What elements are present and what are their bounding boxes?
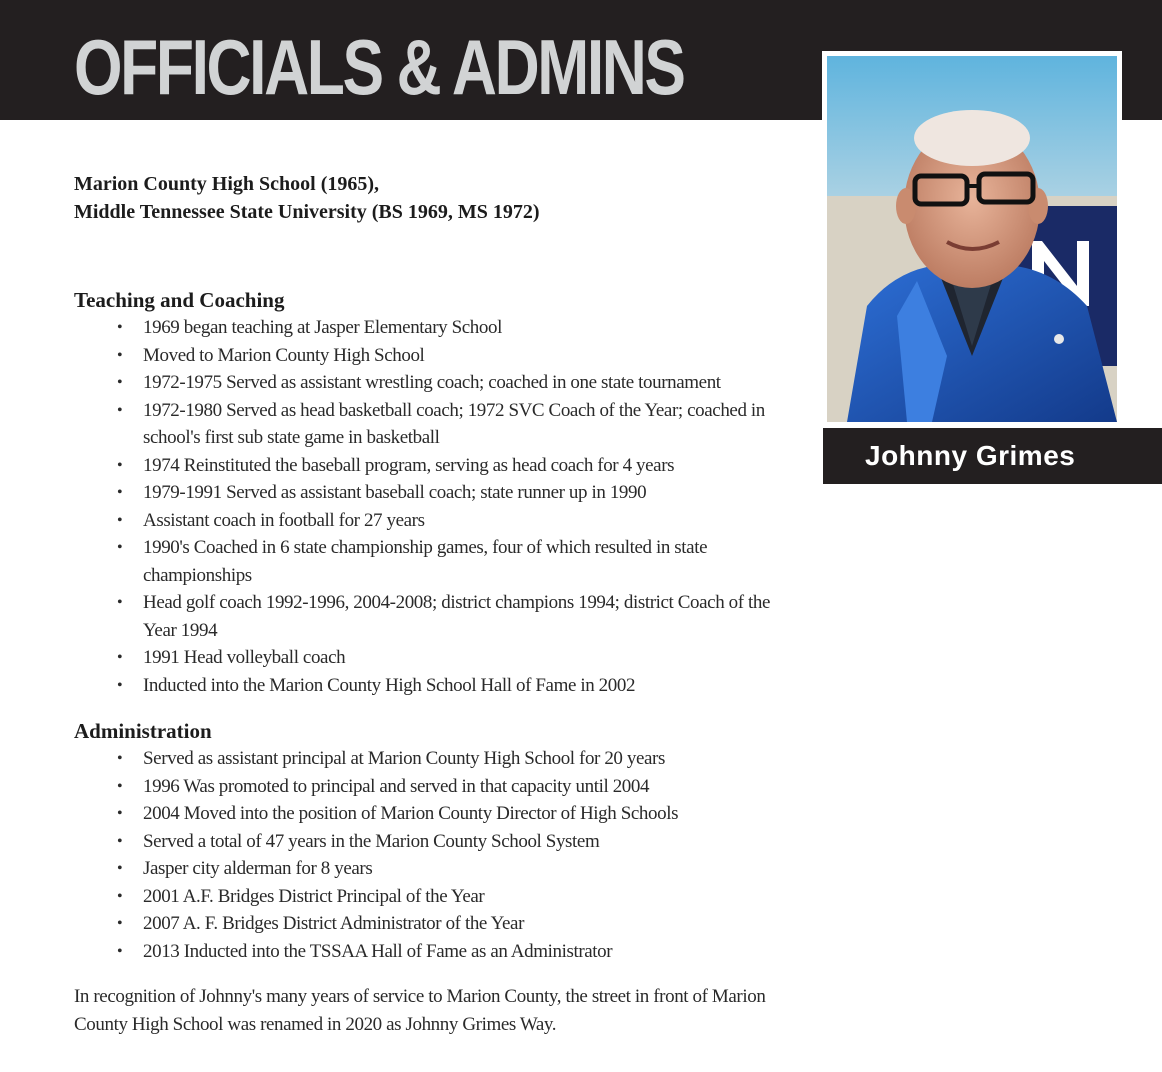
list-item — [117, 883, 807, 911]
bullet-icon: • — [117, 942, 123, 960]
list-item — [117, 800, 807, 828]
bullet-icon: • — [117, 484, 123, 501]
list-item-text: 1996 Was promoted to principal and served in that capacity until 2004 — [143, 775, 650, 797]
list-item-text: 1969 began teaching at Jasper Elementary School — [143, 317, 502, 338]
list-item — [117, 534, 807, 589]
teaching-list — [117, 314, 807, 699]
list-item — [117, 369, 807, 397]
bullet-icon: • — [117, 750, 123, 767]
bullet-icon: • — [117, 346, 123, 364]
list-item — [117, 745, 807, 773]
list-item-text: 2001 A.F. Bridges District Principal of the Year — [143, 885, 485, 907]
list-item-text: 1972-1975 Served as assistant wrestling coach; coached in one state tournament — [143, 372, 721, 393]
list-item — [117, 855, 807, 883]
list-item — [117, 314, 807, 342]
bullet-icon: • — [117, 594, 123, 611]
list-item-text: Assistant coach in football for 27 years — [143, 509, 425, 531]
bullet-icon: • — [117, 374, 123, 391]
education — [74, 170, 540, 226]
name-bar — [823, 428, 1162, 484]
bullet-icon: • — [117, 511, 123, 529]
page-title: OFFICIALS & ADMINS — [74, 23, 684, 111]
list-item — [117, 342, 807, 370]
list-item-text: Head golf coach 1992-1996, 2004-2008; district champions 1994; district Coach of the Year 1994 — [143, 592, 771, 641]
education-line: Marion County High School (1965), — [74, 173, 380, 195]
photo-frame — [822, 51, 1122, 427]
administration-heading: Administration — [74, 719, 212, 743]
bullet-icon: • — [117, 860, 123, 877]
closing-paragraph: In recognition of Johnny's many years of service to Marion County, the street in front of Marion County High School was renamed in 2020 as Johnny Grimes Way. — [74, 986, 766, 1035]
list-item — [117, 938, 807, 966]
list-item-text: Served a total of 47 years in the Marion County School System — [143, 830, 600, 852]
list-item — [117, 589, 807, 644]
bullet-icon: • — [117, 887, 123, 905]
list-item-text: 1972-1980 Served as head basketball coach; 1972 SVC Coach of the Year; coached in school's first sub state game in basketball — [143, 399, 765, 448]
bullet-icon: • — [117, 805, 123, 822]
list-item — [117, 452, 807, 480]
bullet-icon: • — [117, 676, 123, 694]
list-item-text: 1990's Coached in 6 state championship games, four of which resulted in state championships — [143, 537, 708, 586]
bullet-icon: • — [117, 915, 123, 932]
list-item-text: 1974 Reinstituted the baseball program, serving as head coach for 4 years — [143, 454, 675, 476]
administration-list — [117, 745, 807, 965]
list-item — [117, 828, 807, 856]
list-item-text: Jasper city alderman for 8 years — [143, 858, 373, 879]
list-item — [117, 397, 807, 452]
portrait-photo — [827, 56, 1117, 422]
bullet-icon: • — [117, 649, 123, 666]
list-item-text: 2007 A. F. Bridges District Administrator of the Year — [143, 913, 525, 934]
list-item — [117, 672, 807, 700]
list-item-text: 1979-1991 Served as assistant baseball coach; state runner up in 1990 — [143, 482, 647, 503]
list-item-text: 1991 Head volleyball coach — [143, 647, 346, 668]
bullet-icon: • — [117, 777, 123, 795]
list-item — [117, 773, 807, 801]
list-item — [117, 479, 807, 507]
list-item-text: 2004 Moved into the position of Marion County Director of High Schools — [143, 803, 679, 824]
bullet-icon: • — [117, 401, 123, 419]
bullet-icon: • — [117, 832, 123, 850]
list-item-text: 2013 Inducted into the TSSAA Hall of Fame as an Administrator — [143, 940, 613, 962]
profile-name: Johnny Grimes — [865, 440, 1076, 471]
list-item — [117, 644, 807, 672]
list-item-text: Moved to Marion County High School — [143, 344, 425, 366]
bullet-icon: • — [117, 539, 123, 556]
education-line: Middle Tennessee State University (BS 1969, MS 1972) — [74, 201, 540, 223]
bullet-icon: • — [117, 319, 123, 336]
list-item-text: Inducted into the Marion County High School Hall of Fame in 2002 — [143, 674, 636, 696]
list-item-text: Served as assistant principal at Marion County High School for 20 years — [143, 748, 665, 769]
list-item — [117, 507, 807, 535]
list-item — [117, 910, 807, 938]
bullet-icon: • — [117, 456, 123, 474]
teaching-heading: Teaching and Coaching — [74, 288, 285, 312]
